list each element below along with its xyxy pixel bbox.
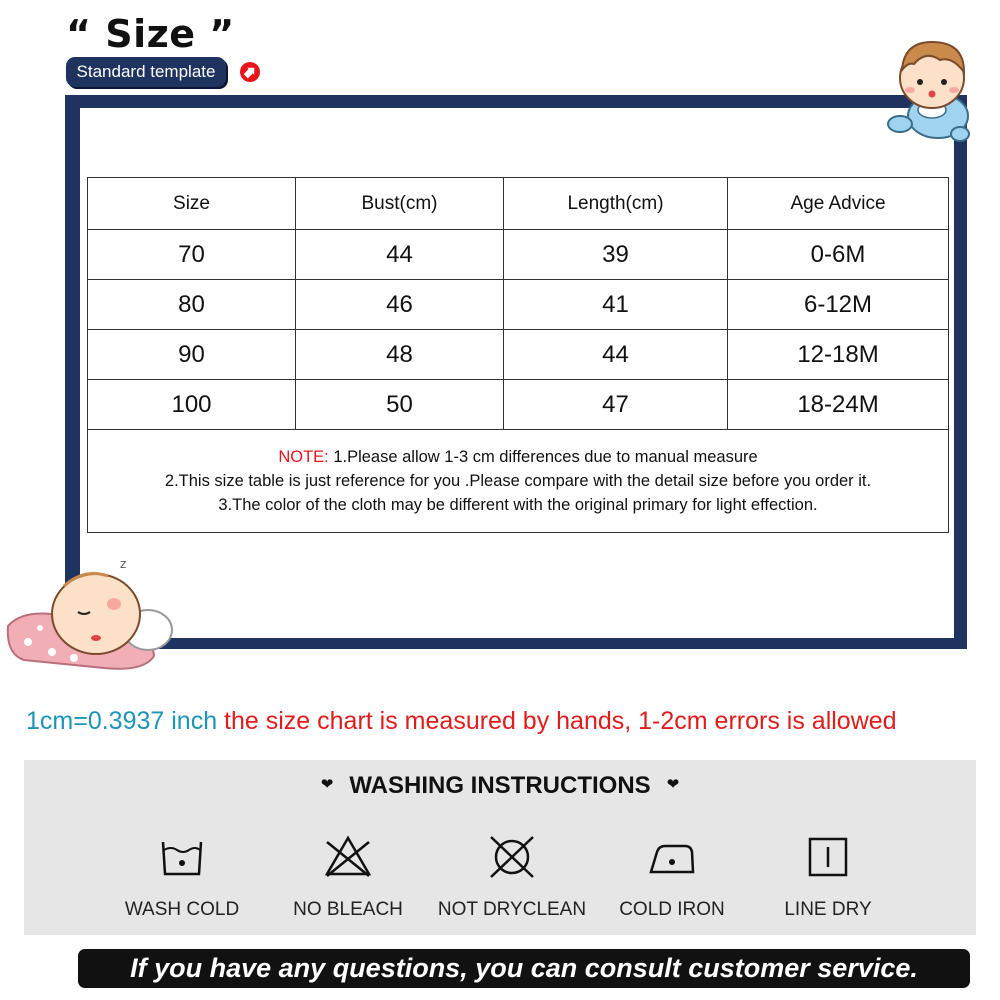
table-row	[88, 280, 949, 330]
table-row	[88, 380, 949, 430]
wash-item-line-dry	[743, 832, 913, 921]
column-header: Age Advice	[728, 178, 949, 230]
customer-service-banner: If you have any questions, you can consult customer service.	[78, 949, 970, 988]
table-cell: 70	[88, 230, 296, 280]
template-badge: Standard template	[66, 57, 226, 87]
table-cell: 6-12M	[728, 280, 949, 330]
no-bleach-icon	[323, 832, 373, 882]
table-cell: 90	[88, 330, 296, 380]
wash-item-no-bleach	[263, 832, 433, 921]
washing-title	[0, 772, 1000, 800]
table-cell: 41	[504, 280, 728, 330]
table-cell: 100	[88, 380, 296, 430]
note-line-1	[88, 445, 948, 469]
washing-title-text: WASHING INSTRUCTIONS	[349, 772, 651, 799]
table-header-row	[88, 178, 949, 230]
table-cell: 46	[296, 280, 504, 330]
size-table	[87, 177, 949, 533]
note-line-3: 3.The color of the cloth may be different with the original primary for light effection.	[218, 496, 818, 514]
note-row	[88, 430, 949, 533]
sleeping-baby-icon	[4, 556, 176, 674]
inch-conversion: 1cm=0.3937 inch	[26, 707, 218, 735]
wash-label: WASH COLD	[124, 899, 240, 920]
error-notice: the size chart is measured by hands, 1-2cm errors is allowed	[217, 707, 897, 735]
wash-label: NO BLEACH	[293, 899, 403, 920]
note-label: NOTE:	[278, 448, 329, 466]
conversion-line	[26, 707, 897, 736]
table-cell: 39	[504, 230, 728, 280]
note-line-2: 2.This size table is just reference for you .Please compare with the detail size before you order it.	[164, 472, 872, 490]
table-cell: 80	[88, 280, 296, 330]
page-title: “ Size ”	[66, 12, 235, 56]
cold-iron-icon	[647, 832, 697, 882]
table-cell: 50	[296, 380, 504, 430]
note-cell	[88, 430, 949, 533]
wash-item-wash-cold	[97, 832, 267, 921]
table-cell: 44	[296, 230, 504, 280]
table-cell: 44	[504, 330, 728, 380]
note-text: 1.Please allow 1-3 cm differences due to manual measure	[328, 448, 758, 466]
line-dry-icon	[803, 832, 853, 882]
wash-cold-icon	[157, 832, 207, 882]
wash-item-not-dryclean	[427, 832, 597, 921]
crawling-baby-icon	[886, 26, 978, 150]
table-row	[88, 230, 949, 280]
no-dryclean-icon	[487, 832, 537, 882]
table-cell: 18-24M	[728, 380, 949, 430]
heart-icon: ❤	[320, 776, 334, 793]
table-cell: 47	[504, 380, 728, 430]
wash-label: NOT DRYCLEAN	[437, 899, 587, 920]
wash-label: LINE DRY	[784, 899, 872, 920]
heart-icon: ❤	[666, 776, 680, 793]
wash-label: COLD IRON	[619, 899, 725, 920]
svg-text:z: z	[120, 557, 127, 571]
wash-item-cold-iron	[587, 832, 757, 921]
column-header: Length(cm)	[504, 178, 728, 230]
table-cell: 0-6M	[728, 230, 949, 280]
column-header: Bust(cm)	[296, 178, 504, 230]
column-header: Size	[88, 178, 296, 230]
badge-circle-icon	[238, 60, 262, 84]
table-cell: 48	[296, 330, 504, 380]
table-cell: 12-18M	[728, 330, 949, 380]
table-row	[88, 330, 949, 380]
